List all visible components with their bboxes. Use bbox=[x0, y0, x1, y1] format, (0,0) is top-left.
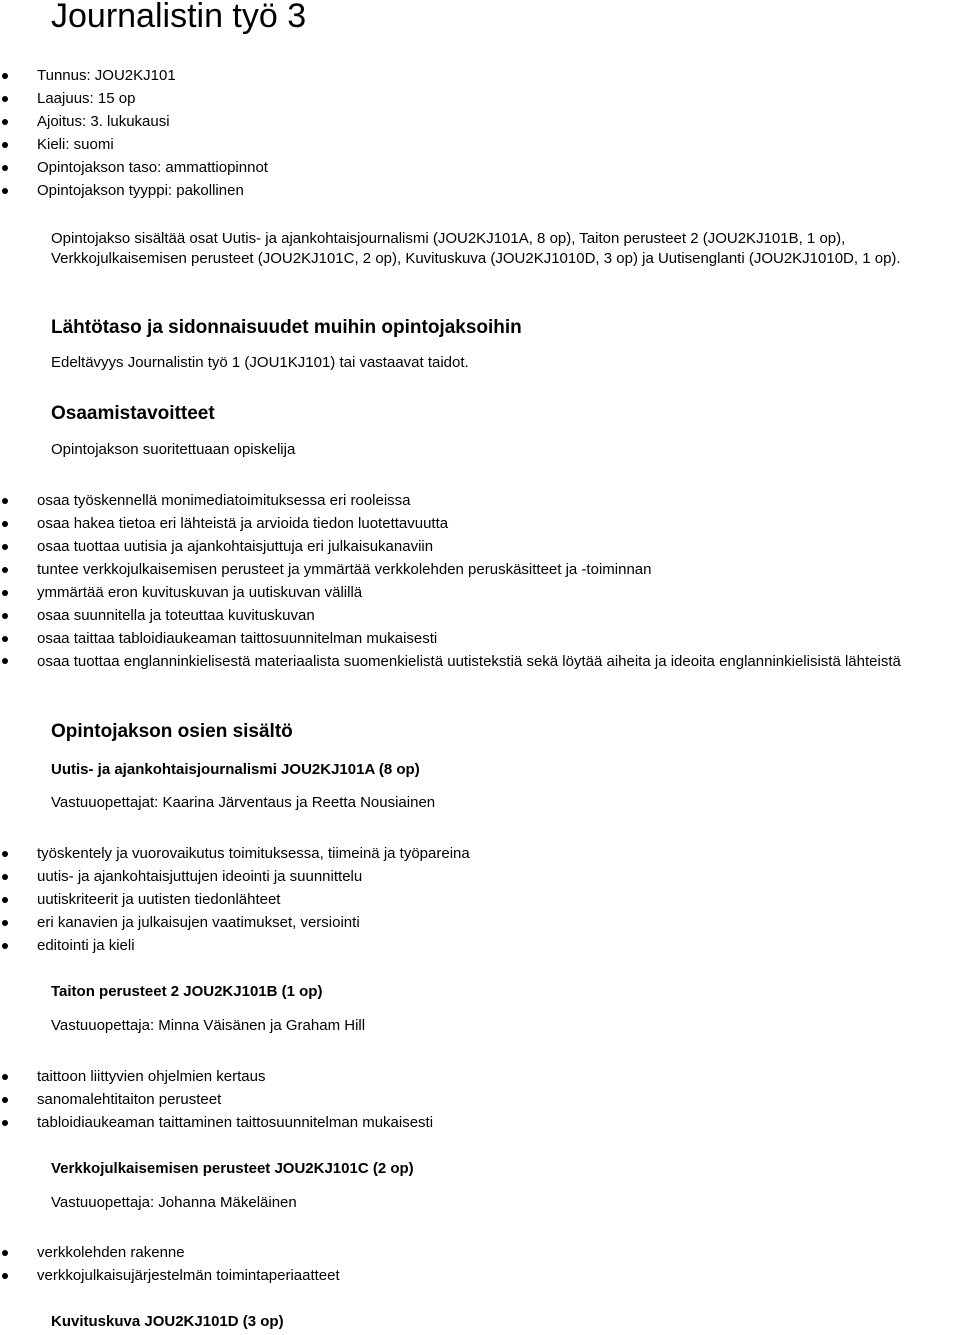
contents-heading: Opintojakson osien sisältö bbox=[51, 721, 293, 742]
list-item: Opintojakson tyyppi: pakollinen bbox=[0, 179, 960, 202]
list-item: osaa taittaa tabloidiaukeaman taittosuunnitelman mukaisesti bbox=[0, 627, 960, 650]
part-a-title: Uutis- ja ajankohtaisjournalismi JOU2KJ101A (8 op) bbox=[51, 761, 420, 778]
goals-list bbox=[0, 489, 960, 673]
part-a-teachers: Vastuuopettajat: Kaarina Järventaus ja Reetta Nousiainen bbox=[51, 794, 436, 811]
list-item: editointi ja kieli bbox=[0, 934, 960, 957]
list-item: osaa suunnitella ja toteuttaa kuvituskuvan bbox=[0, 604, 960, 627]
intro-paragraph: Opintojakso sisältää osat Uutis- ja ajankohtaisjournalismi (JOU2KJ101A, 8 op), Taiton perusteet 2 (JOU2KJ101B, 1 op), Verkkojulkaisemisen perusteet (JOU2KJ101C, 2 op), Kuvituskuva (JOU2KJ1010D, 3 op) ja Uutisenglanti (JOU2KJ1010D, 1 op). bbox=[51, 230, 901, 267]
list-item: Kieli: suomi bbox=[0, 133, 960, 156]
prereq-heading: Lähtötaso ja sidonnaisuudet muihin opintojaksoihin bbox=[51, 317, 522, 338]
list-item: ymmärtää eron kuvituskuvan ja uutiskuvan välillä bbox=[0, 581, 960, 604]
part-b-teachers: Vastuuopettaja: Minna Väisänen ja Graham Hill bbox=[51, 1017, 366, 1034]
part-c-teachers: Vastuuopettaja: Johanna Mäkeläinen bbox=[51, 1194, 297, 1211]
list-item: Tunnus: JOU2KJ101 bbox=[0, 64, 960, 87]
goals-heading: Osaamistavoitteet bbox=[51, 403, 215, 424]
part-c-list bbox=[0, 1241, 960, 1287]
page-title: Journalistin työ 3 bbox=[51, 0, 307, 35]
list-item: osaa työskennellä monimediatoimituksessa eri rooleissa bbox=[0, 489, 960, 512]
list-item: Ajoitus: 3. lukukausi bbox=[0, 110, 960, 133]
list-item: verkkojulkaisujärjestelmän toimintaperiaatteet bbox=[0, 1264, 960, 1287]
list-item: uutiskriteerit ja uutisten tiedonlähteet bbox=[0, 888, 960, 911]
part-a-list bbox=[0, 842, 960, 957]
list-item: verkkolehden rakenne bbox=[0, 1241, 960, 1264]
list-item: uutis- ja ajankohtaisjuttujen ideointi ja suunnittelu bbox=[0, 865, 960, 888]
list-item: osaa tuottaa englanninkielisestä materiaalista suomenkielistä uutistekstiä sekä löytää aiheita ja ideoita englanninkielisistä lähteistä bbox=[0, 650, 917, 673]
list-item: taittoon liittyvien ohjelmien kertaus bbox=[0, 1065, 960, 1088]
list-item: Opintojakson taso: ammattiopinnot bbox=[0, 156, 960, 179]
list-item: osaa tuottaa uutisia ja ajankohtaisjuttuja eri julkaisukanaviin bbox=[0, 535, 960, 558]
list-item: työskentely ja vuorovaikutus toimituksessa, tiimeinä ja työpareina bbox=[0, 842, 960, 865]
list-item: tuntee verkkojulkaisemisen perusteet ja ymmärtää verkkolehden peruskäsitteet ja -toiminnan bbox=[0, 558, 960, 581]
list-item: eri kanavien ja julkaisujen vaatimukset, versiointi bbox=[0, 911, 960, 934]
part-b-title: Taiton perusteet 2 JOU2KJ101B (1 op) bbox=[51, 983, 323, 1000]
list-item: osaa hakea tietoa eri lähteistä ja arvioida tiedon luotettavuutta bbox=[0, 512, 960, 535]
list-item: sanomalehtitaiton perusteet bbox=[0, 1088, 960, 1111]
list-item: tabloidiaukeaman taittaminen taittosuunnitelman mukaisesti bbox=[0, 1111, 960, 1134]
part-c-title: Verkkojulkaisemisen perusteet JOU2KJ101C (2 op) bbox=[51, 1160, 414, 1177]
part-d-title: Kuvituskuva JOU2KJ101D (3 op) bbox=[51, 1313, 284, 1330]
prereq-text: Edeltävyys Journalistin työ 1 (JOU1KJ101) tai vastaavat taidot. bbox=[51, 354, 469, 371]
part-b-list bbox=[0, 1065, 960, 1134]
list-item: Laajuus: 15 op bbox=[0, 87, 960, 110]
goals-lead: Opintojakson suoritettuaan opiskelija bbox=[51, 441, 296, 458]
course-info-list bbox=[0, 64, 960, 202]
